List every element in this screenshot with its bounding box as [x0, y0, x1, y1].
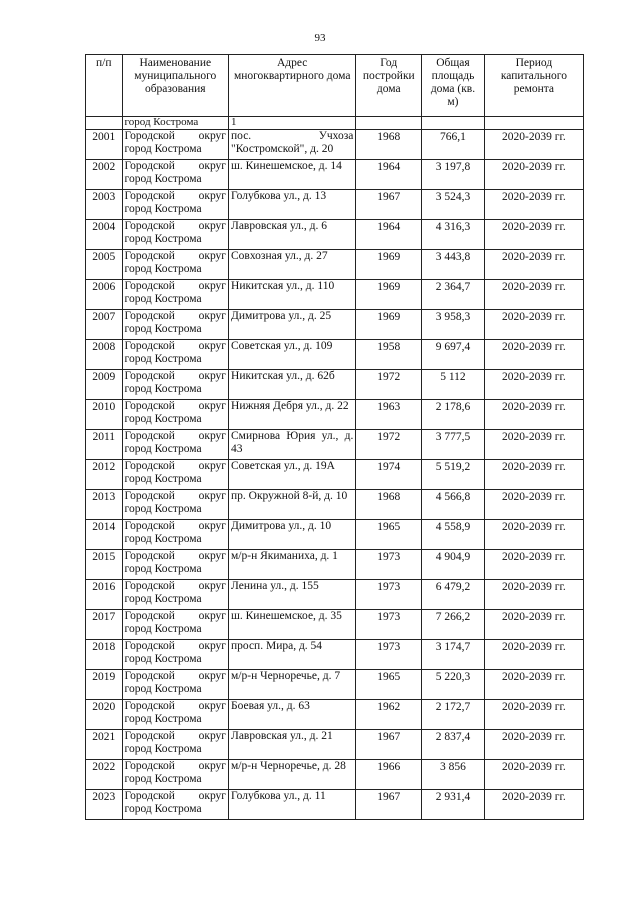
cell-address: м/р-н Черноречье, д. 7 [229, 670, 356, 700]
municipality-line-1 [125, 280, 226, 293]
header-year: Год постройки дома [356, 55, 422, 117]
municipality-kind: округ [198, 130, 227, 142]
cell-municipality [122, 700, 228, 730]
cell-municipality: город Кострома [122, 117, 228, 130]
page-number: 93 [314, 32, 326, 44]
table-row [86, 730, 584, 760]
cell-municipality [122, 640, 228, 670]
cell-num: 2019 [86, 670, 123, 700]
table-row [86, 760, 584, 790]
cell-address: пр. Окружной 8-й, д. 10 [229, 490, 356, 520]
cell-period: 2020-2039 гг. [484, 220, 583, 250]
table-row [86, 280, 584, 310]
cell-year: 1969 [356, 310, 422, 340]
table-row [86, 430, 584, 460]
cell-area: 3 777,5 [422, 430, 485, 460]
housing-register-table [85, 54, 584, 820]
cell-municipality [122, 730, 228, 760]
cell-address: м/р-н Якиманиха, д. 1 [229, 550, 356, 580]
table-row [86, 550, 584, 580]
cell-num: 2012 [86, 460, 123, 490]
municipality-kind: округ [198, 220, 227, 232]
municipality-kind: округ [198, 700, 227, 712]
cell-num: 2007 [86, 310, 123, 340]
municipality-type: Городской [124, 250, 175, 262]
cell-num: 2020 [86, 700, 123, 730]
cell-area: 3 443,8 [422, 250, 485, 280]
cell-year: 1973 [356, 610, 422, 640]
cell-area: 4 566,8 [422, 490, 485, 520]
municipality-kind: округ [198, 610, 227, 622]
municipality-line-1 [125, 640, 226, 653]
cell-year: 1964 [356, 220, 422, 250]
municipality-line-1 [125, 460, 226, 473]
municipality-type: Городской [124, 400, 175, 412]
municipality-type: Городской [124, 760, 175, 772]
municipality-kind: округ [198, 460, 227, 472]
cell-num: 2022 [86, 760, 123, 790]
municipality-line-1 [125, 730, 226, 743]
cell-num: 2017 [86, 610, 123, 640]
cell-period: 2020-2039 гг. [484, 250, 583, 280]
municipality-type: Городской [124, 160, 175, 172]
cell-municipality [122, 370, 228, 400]
municipality-kind: округ [198, 580, 227, 592]
municipality-kind: округ [198, 340, 227, 352]
municipality-line-1 [125, 130, 226, 143]
cell-year: 1968 [356, 490, 422, 520]
municipality-type: Городской [124, 280, 175, 292]
cell-year: 1973 [356, 580, 422, 610]
cell-area: 3 174,7 [422, 640, 485, 670]
cell-period: 2020-2039 гг. [484, 280, 583, 310]
cell-area: 5 519,2 [422, 460, 485, 490]
cell-period: 2020-2039 гг. [484, 700, 583, 730]
municipality-line-1 [125, 340, 226, 353]
municipality-kind: округ [198, 520, 227, 532]
municipality-line-1 [125, 760, 226, 773]
cell-period: 2020-2039 гг. [484, 760, 583, 790]
continuation-row [86, 117, 584, 130]
cell-area: 3 958,3 [422, 310, 485, 340]
cell-area: 4 904,9 [422, 550, 485, 580]
cell-num: 2018 [86, 640, 123, 670]
municipality-kind: округ [198, 430, 227, 442]
municipality-type: Городской [124, 700, 175, 712]
municipality-type: Городской [124, 670, 175, 682]
table-row [86, 400, 584, 430]
cell-period: 2020-2039 гг. [484, 550, 583, 580]
cell-num: 2015 [86, 550, 123, 580]
municipality-name: город Кострома [124, 173, 202, 185]
municipality-type: Городской [124, 370, 175, 382]
cell-municipality [122, 490, 228, 520]
municipality-type: Городской [124, 340, 175, 352]
cell-address: Советская ул., д. 19А [229, 460, 356, 490]
municipality-kind: округ [198, 400, 227, 412]
cell-address: м/р-н Черноречье, д. 28 [229, 760, 356, 790]
cell-area: 3 197,8 [422, 160, 485, 190]
cell-address: Никитская ул., д. 62б [229, 370, 356, 400]
cell-year: 1968 [356, 130, 422, 160]
municipality-line-1 [125, 790, 226, 803]
cell-period: 2020-2039 гг. [484, 310, 583, 340]
cell-address: 1 [229, 117, 356, 130]
municipality-kind: округ [198, 730, 227, 742]
cell-area: 4 316,3 [422, 220, 485, 250]
cell-address: ш. Кинешемское, д. 35 [229, 610, 356, 640]
cell-year [356, 117, 422, 130]
municipality-kind: округ [198, 250, 227, 262]
cell-municipality [122, 580, 228, 610]
municipality-line-1 [125, 430, 226, 443]
cell-period: 2020-2039 гг. [484, 190, 583, 220]
cell-year: 1972 [356, 430, 422, 460]
municipality-line-1 [125, 550, 226, 563]
table-row [86, 520, 584, 550]
header-num: п/п [86, 55, 123, 117]
cell-municipality [122, 280, 228, 310]
cell-period [484, 117, 583, 130]
cell-year: 1964 [356, 160, 422, 190]
municipality-name: город Кострома [124, 383, 202, 395]
cell-period: 2020-2039 гг. [484, 400, 583, 430]
municipality-name: город Кострома [124, 713, 202, 725]
table-row [86, 790, 584, 820]
municipality-line-1 [125, 310, 226, 323]
municipality-type: Городской [124, 310, 175, 322]
cell-area: 2 931,4 [422, 790, 485, 820]
cell-area: 2 364,7 [422, 280, 485, 310]
table-row [86, 700, 584, 730]
cell-address: Лавровская ул., д. 21 [229, 730, 356, 760]
municipality-name: город Кострома [124, 143, 202, 155]
municipality-kind: округ [198, 370, 227, 382]
table-row [86, 460, 584, 490]
cell-area: 6 479,2 [422, 580, 485, 610]
table-row [86, 130, 584, 160]
table-row [86, 310, 584, 340]
municipality-name: город Кострома [124, 443, 202, 455]
municipality-name: город Кострома [124, 473, 202, 485]
cell-num: 2009 [86, 370, 123, 400]
header-period: Период капитального ремонта [484, 55, 583, 117]
cell-area: 2 172,7 [422, 700, 485, 730]
cell-municipality [122, 160, 228, 190]
municipality-name: город Кострома [124, 773, 202, 785]
cell-address: Ленина ул., д. 155 [229, 580, 356, 610]
cell-area: 2 837,4 [422, 730, 485, 760]
cell-year: 1969 [356, 280, 422, 310]
cell-period: 2020-2039 гг. [484, 130, 583, 160]
cell-area: 4 558,9 [422, 520, 485, 550]
municipality-kind: округ [198, 280, 227, 292]
cell-year: 1965 [356, 520, 422, 550]
cell-address: Никитская ул., д. 110 [229, 280, 356, 310]
cell-num: 2014 [86, 520, 123, 550]
cell-municipality [122, 190, 228, 220]
municipality-name: город Кострома [124, 353, 202, 365]
cell-address: Нижняя Дебря ул., д. 22 [229, 400, 356, 430]
cell-municipality [122, 760, 228, 790]
municipality-name: город Кострома [124, 533, 202, 545]
cell-address: Димитрова ул., д. 10 [229, 520, 356, 550]
municipality-type: Городской [124, 520, 175, 532]
cell-address: Димитрова ул., д. 25 [229, 310, 356, 340]
cell-year: 1973 [356, 640, 422, 670]
municipality-line-1 [125, 520, 226, 533]
cell-municipality [122, 250, 228, 280]
cell-num: 2011 [86, 430, 123, 460]
cell-period: 2020-2039 гг. [484, 160, 583, 190]
cell-year: 1973 [356, 550, 422, 580]
cell-area: 766,1 [422, 130, 485, 160]
municipality-line-1 [125, 220, 226, 233]
municipality-name: город Кострома [124, 803, 202, 815]
cell-municipality [122, 460, 228, 490]
cell-municipality [122, 550, 228, 580]
municipality-kind: округ [198, 790, 227, 802]
cell-year: 1966 [356, 760, 422, 790]
cell-year: 1967 [356, 790, 422, 820]
municipality-kind: округ [198, 760, 227, 772]
cell-address: пос. Учхоза "Костромской", д. 20 [229, 130, 356, 160]
cell-year: 1965 [356, 670, 422, 700]
cell-num: 2006 [86, 280, 123, 310]
cell-area: 3 856 [422, 760, 485, 790]
cell-period: 2020-2039 гг. [484, 430, 583, 460]
municipality-line-1 [125, 160, 226, 173]
cell-municipality [122, 790, 228, 820]
cell-address: просп. Мира, д. 54 [229, 640, 356, 670]
cell-year: 1958 [356, 340, 422, 370]
municipality-name: город Кострома [124, 563, 202, 575]
table-row [86, 160, 584, 190]
municipality-type: Городской [124, 610, 175, 622]
cell-num: 2021 [86, 730, 123, 760]
municipality-kind: округ [198, 640, 227, 652]
municipality-name: город Кострома [124, 743, 202, 755]
municipality-type: Городской [124, 730, 175, 742]
cell-period: 2020-2039 гг. [484, 520, 583, 550]
cell-period: 2020-2039 гг. [484, 490, 583, 520]
cell-municipality [122, 220, 228, 250]
cell-period: 2020-2039 гг. [484, 580, 583, 610]
cell-municipality [122, 130, 228, 160]
cell-period: 2020-2039 гг. [484, 730, 583, 760]
cell-address: Боевая ул., д. 63 [229, 700, 356, 730]
municipality-name: город Кострома [124, 503, 202, 515]
cell-num: 2013 [86, 490, 123, 520]
cell-year: 1963 [356, 400, 422, 430]
municipality-type: Городской [124, 460, 175, 472]
cell-num: 2023 [86, 790, 123, 820]
municipality-type: Городской [124, 130, 175, 142]
table-row [86, 250, 584, 280]
municipality-kind: округ [198, 310, 227, 322]
municipality-kind: округ [198, 190, 227, 202]
cell-area: 7 266,2 [422, 610, 485, 640]
cell-address: Голубкова ул., д. 13 [229, 190, 356, 220]
cell-year: 1967 [356, 730, 422, 760]
municipality-name: город Кострома [124, 263, 202, 275]
cell-address: Лавровская ул., д. 6 [229, 220, 356, 250]
cell-num: 2003 [86, 190, 123, 220]
cell-year: 1969 [356, 250, 422, 280]
municipality-name: город Кострома [124, 593, 202, 605]
cell-num: 2002 [86, 160, 123, 190]
municipality-type: Городской [124, 490, 175, 502]
municipality-line-1 [125, 250, 226, 263]
table-row [86, 670, 584, 700]
municipality-name: город Кострома [124, 203, 202, 215]
header-area: Общая площадь дома (кв. м) [422, 55, 485, 117]
cell-municipality [122, 610, 228, 640]
cell-municipality [122, 400, 228, 430]
municipality-type: Городской [124, 580, 175, 592]
cell-num: 2010 [86, 400, 123, 430]
cell-period: 2020-2039 гг. [484, 460, 583, 490]
municipality-kind: округ [198, 550, 227, 562]
municipality-line-1 [125, 370, 226, 383]
cell-municipality [122, 340, 228, 370]
cell-address: Смирнова Юрия ул., д. 43 [229, 430, 356, 460]
cell-year: 1962 [356, 700, 422, 730]
cell-year: 1967 [356, 190, 422, 220]
municipality-line-1 [125, 490, 226, 503]
municipality-name: город Кострома [124, 293, 202, 305]
municipality-kind: округ [198, 670, 227, 682]
cell-num: 2004 [86, 220, 123, 250]
municipality-line-1 [125, 400, 226, 413]
cell-num [86, 117, 123, 130]
table-row [86, 190, 584, 220]
cell-municipality [122, 670, 228, 700]
table-row [86, 370, 584, 400]
cell-area [422, 117, 485, 130]
municipality-name: город Кострома [124, 653, 202, 665]
cell-num: 2001 [86, 130, 123, 160]
municipality-type: Городской [124, 640, 175, 652]
cell-period: 2020-2039 гг. [484, 790, 583, 820]
municipality-line-1 [125, 700, 226, 713]
municipality-name: город Кострома [124, 323, 202, 335]
cell-num: 2005 [86, 250, 123, 280]
municipality-name: город Кострома [124, 683, 202, 695]
cell-area: 2 178,6 [422, 400, 485, 430]
table-body [86, 117, 584, 820]
cell-area: 5 112 [422, 370, 485, 400]
municipality-type: Городской [124, 790, 175, 802]
municipality-type: Городской [124, 190, 175, 202]
municipality-name: город Кострома [124, 623, 202, 635]
cell-municipality [122, 310, 228, 340]
municipality-kind: округ [198, 490, 227, 502]
cell-period: 2020-2039 гг. [484, 370, 583, 400]
table-row [86, 220, 584, 250]
table-row [86, 490, 584, 520]
table-row [86, 610, 584, 640]
municipality-line-1 [125, 190, 226, 203]
municipality-type: Городской [124, 430, 175, 442]
cell-address: Совхозная ул., д. 27 [229, 250, 356, 280]
cell-area: 3 524,3 [422, 190, 485, 220]
header-address: Адрес многоквартирного дома [229, 55, 356, 117]
cell-address: Голубкова ул., д. 11 [229, 790, 356, 820]
municipality-type: Городской [124, 550, 175, 562]
municipality-line-1 [125, 670, 226, 683]
municipality-line-1 [125, 580, 226, 593]
header-municipality: Наименование муниципального образования [122, 55, 228, 117]
municipality-kind: округ [198, 160, 227, 172]
table-row [86, 340, 584, 370]
cell-address: ш. Кинешемское, д. 14 [229, 160, 356, 190]
cell-year: 1974 [356, 460, 422, 490]
cell-num: 2016 [86, 580, 123, 610]
cell-period: 2020-2039 гг. [484, 670, 583, 700]
cell-address: Советская ул., д. 109 [229, 340, 356, 370]
municipality-name: город Кострома [124, 413, 202, 425]
cell-period: 2020-2039 гг. [484, 610, 583, 640]
table-row [86, 640, 584, 670]
cell-area: 9 697,4 [422, 340, 485, 370]
cell-year: 1972 [356, 370, 422, 400]
cell-period: 2020-2039 гг. [484, 340, 583, 370]
municipality-name: город Кострома [124, 233, 202, 245]
cell-municipality [122, 430, 228, 460]
municipality-line-1 [125, 610, 226, 623]
table-row [86, 580, 584, 610]
cell-period: 2020-2039 гг. [484, 640, 583, 670]
cell-municipality [122, 520, 228, 550]
table-header [86, 55, 584, 117]
cell-num: 2008 [86, 340, 123, 370]
municipality-type: Городской [124, 220, 175, 232]
cell-area: 5 220,3 [422, 670, 485, 700]
